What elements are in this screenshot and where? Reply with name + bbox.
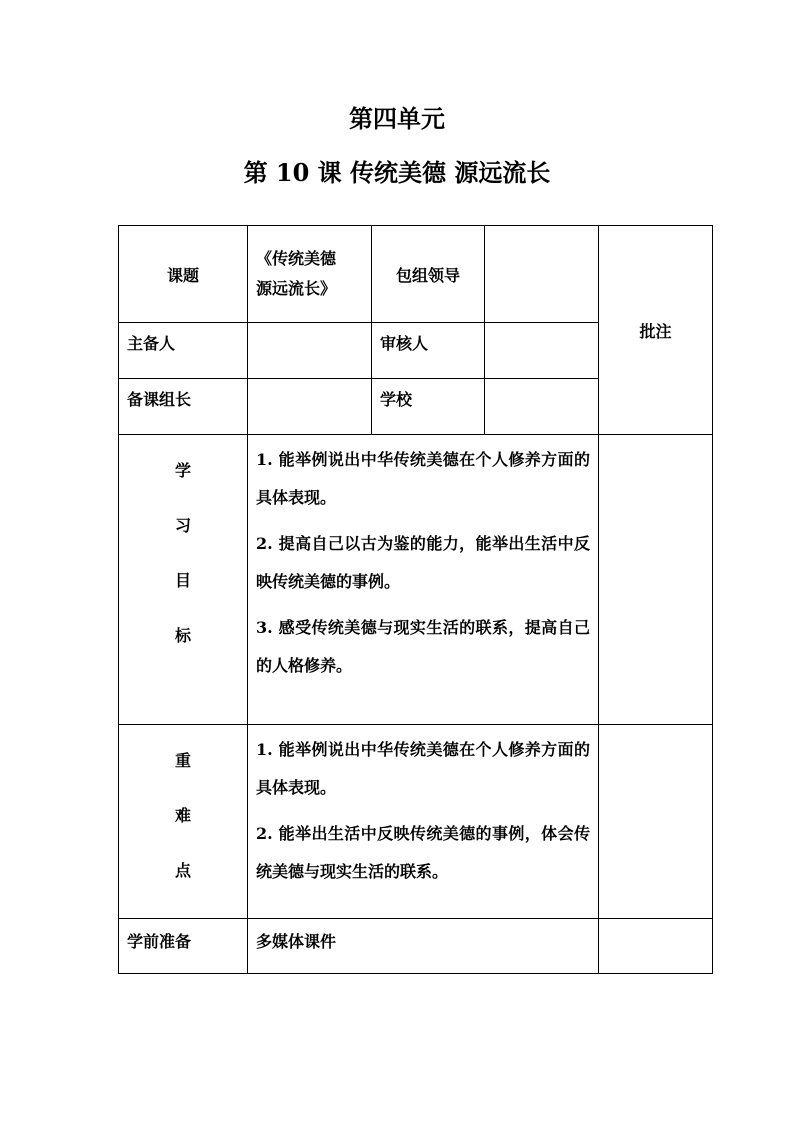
main-preparer-label: 主备人 — [119, 323, 248, 379]
prep-head-value — [248, 379, 372, 435]
key-point-item: 2. 能举出生活中反映传统美德的事例，体会传统美德与现实生活的联系。 — [256, 824, 590, 881]
key-points-label-char: 难 — [174, 806, 191, 825]
key-points-notes — [599, 725, 713, 919]
objectives-label-char: 标 — [174, 626, 191, 645]
key-points-label — [119, 725, 248, 919]
key-points-label-char: 点 — [174, 861, 191, 880]
topic-value-line1: 《传统美德 — [256, 249, 337, 268]
reviewer-value — [485, 323, 599, 379]
group-leader-value — [485, 226, 599, 323]
lesson-title: 第 10 课 传统美德 源远流长 — [243, 158, 551, 187]
objective-item: 2. 提高自己以古为鉴的能力，能举出生活中反映传统美德的事例。 — [256, 534, 590, 591]
topic-value — [248, 226, 372, 323]
objectives-label-char: 目 — [174, 571, 191, 590]
preparation-value: 多媒体课件 — [248, 919, 599, 974]
table-row — [119, 919, 713, 974]
table-row — [119, 226, 713, 323]
objectives-label-char: 习 — [174, 516, 191, 535]
unit-title: 第四单元 — [349, 104, 445, 133]
main-preparer-value — [248, 323, 372, 379]
school-value — [485, 379, 599, 435]
table-row — [119, 435, 713, 725]
school-label: 学校 — [372, 379, 485, 435]
table-row — [119, 725, 713, 919]
topic-label: 课题 — [119, 226, 248, 323]
group-leader-label: 包组领导 — [372, 226, 485, 323]
objectives-label-char: 学 — [174, 461, 191, 480]
notes-label: 批注 — [599, 226, 713, 435]
objectives-content — [248, 435, 599, 725]
reviewer-label: 审核人 — [372, 323, 485, 379]
preparation-notes — [599, 919, 713, 974]
objectives-notes — [599, 435, 713, 725]
key-point-item: 1. 能举例说出中华传统美德在个人修养方面的具体表现。 — [256, 740, 590, 797]
lesson-plan-table — [118, 225, 713, 974]
objective-item: 3. 感受传统美德与现实生活的联系，提高自己的人格修养。 — [256, 618, 590, 675]
preparation-label: 学前准备 — [119, 919, 248, 974]
topic-value-line2: 源远流长》 — [256, 279, 337, 298]
objective-item: 1. 能举例说出中华传统美德在个人修养方面的具体表现。 — [256, 450, 590, 507]
prep-head-label: 备课组长 — [119, 379, 248, 435]
objectives-label — [119, 435, 248, 725]
key-points-content — [248, 725, 599, 919]
key-points-label-char: 重 — [174, 751, 191, 770]
